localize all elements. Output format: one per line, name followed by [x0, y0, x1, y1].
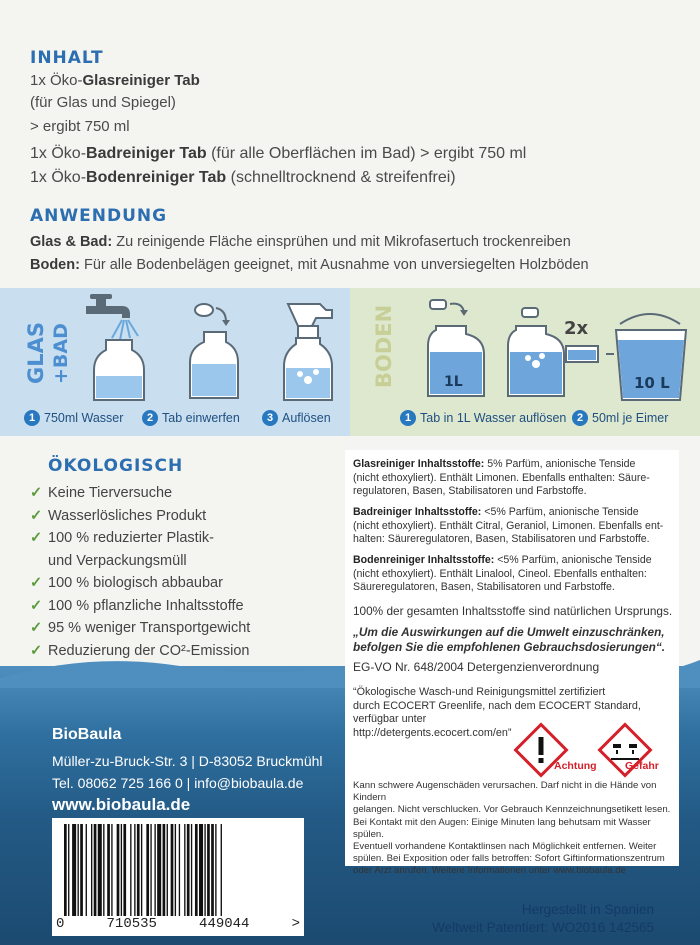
barcode-digit-first: 0 [56, 916, 65, 932]
oeko-heading: ÖKOLOGISCH [48, 456, 184, 476]
barcode-bar [179, 824, 180, 916]
boden-ingredients [353, 554, 652, 595]
bad-ingredients [353, 506, 663, 547]
oeko-item-text: 100 % biologisch abbaubar [48, 575, 223, 591]
glas-step-3 [262, 410, 331, 426]
list-item [30, 617, 250, 640]
barcode-bar [86, 824, 87, 916]
inhalt-heading: INHALT [30, 48, 104, 68]
barcode-digits-right: 449044 [199, 916, 250, 932]
list-item [30, 550, 250, 573]
anwendung-heading: ANWENDUNG [30, 206, 168, 226]
oeko-item-text: 100 % reduzierter Plastik- [48, 530, 215, 546]
achtung-label: Achtung [554, 760, 597, 772]
barcode-bar [157, 824, 161, 916]
barcode-bar [64, 824, 67, 916]
safety-notice-line: Bei Kontakt mit den Augen: Einige Minuten lang behutsam mit Wasser spülen. [353, 816, 651, 840]
barcode-bar [121, 824, 122, 916]
natural-origin: 100% der gesamten Inhaltsstoffe sind natürlichen Ursprungs. [353, 604, 673, 618]
boden-step-1-number: 1 [400, 410, 416, 426]
oeko-item-text: 100 % pflanzliche Inhaltsstoffe [48, 597, 244, 614]
barcode-bar [134, 824, 135, 916]
tap-bottle-icon [82, 292, 152, 404]
gefahr-label: Gefahr [625, 760, 659, 772]
inhalt-line-1 [30, 72, 200, 89]
dosage-quote-l2: befolgen Sie die empfohlenen Gebrauchsdosierungen“. [353, 640, 666, 654]
barcode [52, 818, 304, 936]
top-section [0, 0, 700, 288]
bad-label: +BAD [50, 323, 72, 384]
anwendung-line-2-bold: Boden: [30, 257, 80, 273]
barcode-bar [130, 824, 131, 916]
glas-step-3-text: Auflösen [282, 411, 331, 425]
barcode-bar [154, 824, 155, 916]
oeko-section [0, 436, 345, 666]
inhalt-line-1-pre: 1x Öko- [30, 72, 83, 89]
barcode-bar [221, 824, 222, 916]
barcode-bar [72, 824, 76, 916]
spray-bottle-icon [276, 296, 342, 404]
company-contact: Tel. 08062 725 166 0 | info@biobaula.de [52, 775, 304, 791]
glas-ingredients-l1: 5% Parfüm, anionische Tenside [484, 458, 636, 470]
boden-step-1 [400, 410, 566, 426]
barcode-bar [215, 824, 216, 916]
inhalt-line-1-bold: Glasreiniger Tab [82, 72, 200, 89]
check-icon: ✓ [30, 485, 43, 501]
barcode-bar [195, 824, 198, 916]
list-item [30, 572, 250, 595]
boden-ingredients-l2: (nicht ethoxyliert). Enthält Linalool, Cineol. Ebenfalls enthalten: [353, 567, 647, 580]
barcode-bar [187, 824, 190, 916]
boden-panel [350, 288, 700, 436]
patent-number: Weltweit Patentiert: WO2016 142565 [432, 920, 654, 935]
company-website[interactable]: www.biobaula.de [52, 795, 191, 814]
barcode-bar [167, 824, 168, 916]
tab-insert-bottle-icon [182, 302, 244, 402]
bad-ingredients-l2: (nicht ethoxyliert). Enthält Citral, Geraniol, Limonen. Ebenfalls ent- [353, 519, 664, 532]
safety-notice-line: gelangen. Nicht verschlucken. Vor Gebrauch Kennzeichnungsetikett lesen. [353, 804, 671, 816]
boden-ingredients-l1: <5% Parfüm, anionische Tenside [494, 554, 652, 566]
oeko-item-text: Keine Tierversuche [48, 485, 173, 501]
barcode-bar [94, 824, 97, 916]
list-item [30, 595, 250, 618]
barcode-bar [103, 824, 104, 916]
list-item [30, 527, 250, 550]
barcode-bar [211, 824, 214, 916]
bad-ingredients-l3: halten: Säureregulatoren, Basen, Stabilisatoren und Farbstoffe. [353, 533, 650, 545]
glas-step-1 [24, 410, 123, 426]
inhalt-line-5-pre: 1x Öko- [30, 169, 87, 186]
inhalt-line-4-bold: Badreiniger Tab [86, 145, 207, 162]
safety-notice-line: Kann schwere Augenschäden verursachen. Darf nicht in die Hände von Kindern [353, 780, 657, 804]
inhalt-line-2: (für Glas und Spiegel) [30, 94, 176, 111]
safety-notice-line: spülen. Bei Exposition oder falls betroffen: Sofort Giftinformationszentrum [353, 853, 665, 865]
glas-step-1-number: 1 [24, 410, 40, 426]
barcode-bar [98, 824, 102, 916]
boden-label: BODEN [372, 304, 396, 388]
barcode-bar [184, 824, 185, 916]
times-label: 2x [564, 318, 589, 339]
barcode-digit-last: > [291, 916, 300, 932]
safety-notice [353, 780, 673, 878]
ingredients-panel [345, 450, 679, 877]
oeko-list [30, 482, 250, 662]
oeko-item-text: Wasserlösliches Produkt [48, 507, 207, 524]
barcode-bar [137, 824, 140, 916]
dosage-quote-l1: „Um die Auswirkungen auf die Umwelt einzuschränken, [353, 625, 665, 639]
barcode-bar [207, 824, 210, 916]
check-icon: ✓ [30, 597, 43, 614]
barcode-bar [123, 824, 126, 916]
inhalt-line-5-post: (schnelltrocknend & streifenfrei) [226, 169, 456, 186]
oeko-item-text: 95 % weniger Transportgewicht [48, 620, 251, 636]
eg-regulation: EG-VO Nr. 648/2004 Detergenzienverordnung [353, 660, 600, 674]
barcode-bar [171, 824, 174, 916]
ecocert-l3: verfügbar unter [353, 713, 427, 725]
barcode-bar [191, 824, 192, 916]
barcode-bar [68, 824, 69, 916]
glas-step-2 [142, 410, 240, 426]
boden-step-2-number: 2 [572, 410, 588, 426]
inhalt-line-5 [30, 169, 456, 187]
oeko-item-text: Reduzierung der CO²-Emission [48, 642, 250, 659]
jug-1l-label: 1L [444, 374, 463, 390]
barcode-bar [163, 824, 166, 916]
bad-ingredients-l1: <5% Parfüm, anionische Tenside [481, 506, 639, 518]
anwendung-line-2-post: Für alle Bodenbelägen geeignet, mit Ausnahme von unversiegelten Holzböden [79, 257, 589, 273]
company-address: Müller-zu-Bruck-Str. 3 | D-83052 Bruckmühl [52, 753, 323, 769]
oeko-item-text: und Verpackungsmüll [48, 552, 187, 569]
barcode-bar [146, 824, 149, 916]
safety-notice-line: oder Arzt anrufen. Weitere Informationen unter www.biobaula.de [353, 865, 626, 877]
inhalt-line-3: > ergibt 750 ml [30, 118, 130, 135]
barcode-bar [150, 824, 151, 916]
anwendung-line-1-post: Zu reinigende Fläche einsprühen und mit Mikrofasertuch trockenreiben [112, 234, 571, 250]
ecocert-l2: durch ECOCERT Greenlife, nach dem ECOCERT Standard, [353, 699, 641, 712]
ecocert-link[interactable]: http://detergents.ecocert.com/en” [353, 726, 512, 739]
inhalt-line-4-post: (für alle Oberflächen im Bad) > ergibt 750 ml [206, 145, 527, 162]
barcode-bar [107, 824, 110, 916]
glas-ingredients-l2: (nicht ethoxyliert). Enthält Limonen. Ebenfalls enthalten: Säure- [353, 471, 650, 484]
glas-bad-panel [0, 288, 350, 436]
glas-label: GLAS [24, 322, 48, 384]
anwendung-line-2 [30, 257, 589, 273]
glas-step-2-number: 2 [142, 410, 158, 426]
anwendung-line-1-bold: Glas & Bad: [30, 234, 113, 250]
bucket-icon [558, 310, 698, 402]
check-icon: ✓ [30, 507, 43, 524]
glas-ingredients-l3: regulatoren, Basen, Stabilisatoren und Farbstoffe. [353, 485, 587, 497]
usage-band [0, 288, 700, 436]
safety-notice-line: Eventuell vorhandene Kontaktlinsen nach Möglichkeit entfernen. Weiter [353, 841, 657, 853]
dosage-quote [353, 625, 665, 655]
boden-step-1-text: Tab in 1L Wasser auflösen [420, 411, 567, 425]
list-item [30, 505, 250, 528]
ecocert-l1: “Ökologische Wasch-und Reinigungsmittel zertifiziert [353, 686, 606, 698]
bucket-10l-label: 10 L [634, 374, 670, 392]
barcode-digits-left: 710535 [106, 916, 157, 932]
glas-ingredients-title: Glasreiniger Inhaltsstoffe: [353, 458, 485, 470]
inhalt-line-4 [30, 145, 526, 163]
barcode-bar [111, 824, 112, 916]
made-in-spain: Hergestellt in Spanien [521, 902, 654, 917]
boden-step-2-text: 50ml je Eimer [592, 411, 669, 425]
barcode-bars [64, 824, 292, 916]
check-icon: ✓ [30, 530, 43, 546]
check-icon: ✓ [30, 575, 43, 591]
boden-ingredients-title: Bodenreiniger Inhaltsstoffe: [353, 554, 495, 566]
inhalt-line-5-bold: Bodenreiniger Tab [86, 169, 227, 186]
boden-step-2 [572, 410, 668, 426]
boden-ingredients-l3: Säureregulatoren, Basen, Stabilisatoren und Farbstoffe. [353, 581, 615, 593]
jug-tab-icon [422, 296, 492, 400]
barcode-digits [56, 916, 300, 932]
bad-ingredients-title: Badreiniger Inhaltsstoffe: [353, 506, 482, 518]
barcode-bar [117, 824, 120, 916]
barcode-bar [175, 824, 176, 916]
glas-ingredients [353, 458, 650, 499]
check-icon: ✓ [30, 642, 43, 659]
glas-step-3-number: 3 [262, 410, 278, 426]
barcode-bar [204, 824, 205, 916]
barcode-bar [141, 824, 142, 916]
barcode-bar [78, 824, 79, 916]
glas-step-2-text: Tab einwerfen [162, 411, 240, 425]
check-icon: ✓ [30, 620, 43, 636]
barcode-bar [199, 824, 203, 916]
glas-step-1-text: 750ml Wasser [44, 411, 124, 425]
inhalt-line-4-pre: 1x Öko- [30, 145, 87, 162]
barcode-bar [80, 824, 83, 916]
barcode-bar [91, 824, 92, 916]
list-item [30, 482, 250, 505]
anwendung-line-1 [30, 234, 571, 250]
company-name: BioBaula [52, 726, 122, 743]
